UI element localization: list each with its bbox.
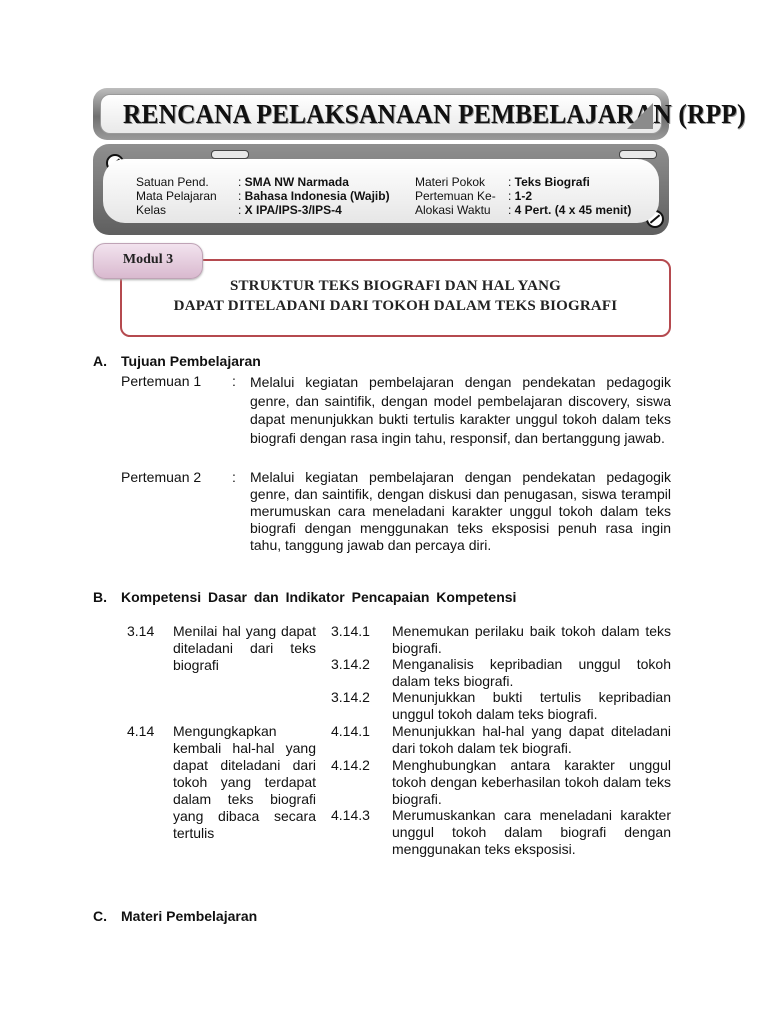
- kd-text: Menilai hal yang dapat diteladani dari teks biografi: [173, 623, 316, 673]
- info-row: Alokasi Waktu : 4 Pert. (4 x 45 menit): [415, 203, 632, 217]
- ipk-text: Menganalisis kepribadian unggul tokoh dalam teks biografi.: [392, 656, 671, 689]
- title-banner-inner: [100, 94, 746, 134]
- panel-slot-left: [211, 150, 249, 159]
- ipk-number: 4.14.3: [331, 807, 370, 823]
- info-panel-inner: [103, 159, 659, 223]
- headline-line-2: DAPAT DITELADANI DARI TOKOH DALAM TEKS BIOGRAFI: [173, 298, 618, 314]
- ipk-number: 3.14.1: [331, 623, 370, 639]
- panel-slot-right: [619, 150, 657, 159]
- ipk-number: 3.14.2: [331, 689, 370, 705]
- headline-line-1: STRUKTUR TEKS BIOGRAFI DAN HAL YANG: [229, 278, 562, 294]
- modul-tab: [93, 243, 203, 279]
- section-b-title: Kompetensi Dasar dan Indikator Pencapaian Kompetensi: [121, 589, 517, 605]
- pertemuan-label: Pertemuan 2: [121, 469, 202, 485]
- section-b-letter: B.: [93, 589, 107, 605]
- corner-triangle-icon: [627, 103, 653, 129]
- pertemuan-label: Pertemuan 1: [121, 373, 202, 389]
- pertemuan-text: Melalui kegiatan pembelajaran dengan pendekatan pedagogik genre, dan saintifik, dengan diskusi dan penugasan, siswa terampil merumuskan cara meneladani karakter unggul tokoh dalam teks biografi dengan menggunakan teks eksposisi penuh rasa ingin tahu, tanggung jawab dan percaya diri.: [250, 469, 671, 553]
- ipk-text: Menunjukkan hal-hal yang dapat diteladani dari tokoh dalam tek biografi.: [392, 723, 671, 756]
- info-row: Kelas : X IPA/IPS-3/IPS-4: [136, 203, 342, 217]
- ipk-text: Menemukan perilaku baik tokoh dalam teks biografi.: [392, 623, 671, 656]
- section-a-title: Tujuan Pembelajaran: [121, 353, 261, 369]
- kd-text: Mengungkapkan kembali hal-hal yang dapat diteladani dari tokoh yang terdapat dalam teks biografi yang dibaca secara tertulis: [173, 723, 316, 841]
- document-title: RENCANA PELAKSANAAN PEMBELAJARAN (RPP): [123, 99, 746, 129]
- section-c-letter: C.: [93, 908, 107, 924]
- modul-headline-box: [120, 259, 671, 337]
- pertemuan-sep: :: [232, 373, 236, 389]
- ipk-number: 4.14.1: [331, 723, 370, 739]
- ipk-number: 3.14.2: [331, 656, 370, 672]
- title-banner: [93, 88, 746, 140]
- pertemuan-text: Melalui kegiatan pembelajaran dengan pendekatan pedagogik genre, dan saintifik, dengan model pembelajaran discovery, siswa dapat menunjukkan bukti tertulis karakter unggul tokoh dalam teks biografi dengan rasa ingin tahu, responsif, dan bertanggung jawab.: [250, 374, 671, 446]
- section-c-title: Materi Pembelajaran: [121, 908, 258, 924]
- info-panel: [93, 144, 669, 235]
- kd-number: 4.14: [127, 723, 155, 739]
- pertemuan-sep: :: [232, 469, 236, 485]
- ipk-text: Menunjukkan bukti tertulis kepribadian unggul tokoh dalam teks biografi.: [392, 689, 671, 722]
- info-row: Pertemuan Ke- : 1-2: [415, 189, 533, 203]
- ipk-text: Merumuskankan cara meneladani karakter unggul tokoh dalam biografi dengan menggunakan teks eksposisi.: [392, 807, 671, 857]
- section-a-letter: A.: [93, 353, 107, 369]
- ipk-number: 4.14.2: [331, 757, 370, 773]
- modul-label: Modul 3: [122, 252, 174, 267]
- info-row: Satuan Pend. : SMA NW Narmada: [136, 175, 349, 189]
- kd-number: 3.14: [127, 623, 155, 639]
- info-row: Mata Pelajaran : Bahasa Indonesia (Wajib): [136, 189, 390, 203]
- info-row: Materi Pokok : Teks Biografi: [415, 175, 590, 189]
- ipk-text: Menghubungkan antara karakter unggul tokoh dengan keberhasilan tokoh dalam teks biografi.: [392, 757, 671, 807]
